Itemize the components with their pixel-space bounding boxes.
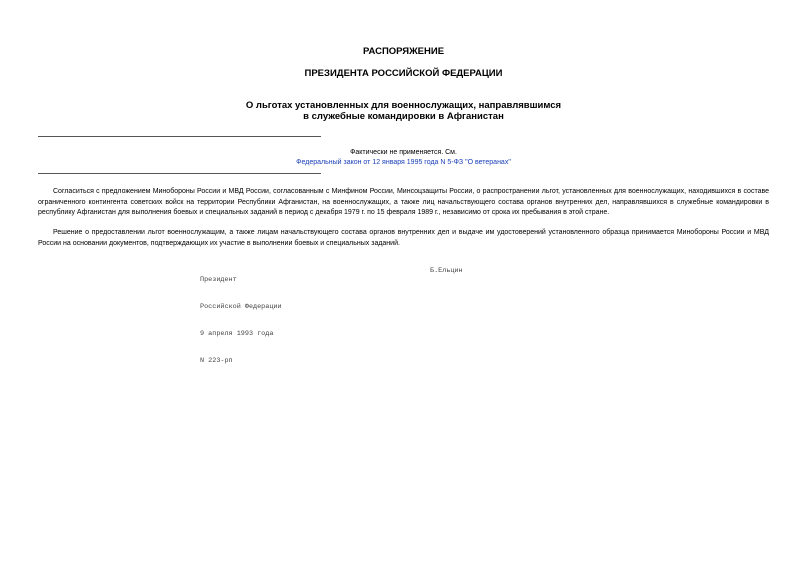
status-note: Фактически не применяется. См. <box>350 149 457 156</box>
signature-block <box>200 258 282 384</box>
document-type-title: РАСПОРЯЖЕНИЕ <box>362 46 445 57</box>
paragraph-1: Согласиться с предложением Минобороны России и МВД России, согласованным с Минфином России, Минсоцзащиты России, о распространении льгот, установленных для военнослужащих, находившихся в составе ограниченного контингента советских войск на территории Республики Афганистан, на военнослужащих, а также лиц начальствующего состава органов внутренних дел, направлявшихся в служебные командировки в республику Афганистан для выполнения боевых и специальных заданий в период с декабря 1979 г. по 15 февраля 1989 г., независимо от срока их пребывания в этой стране. <box>38 188 769 216</box>
signature-country: Российской Федерации <box>200 303 282 311</box>
signature-date: 9 апреля 1993 года <box>200 330 274 338</box>
issuer-title: ПРЕЗИДЕНТА РОССИЙСКОЙ ФЕДЕРАЦИИ <box>304 68 503 79</box>
document-subject <box>0 100 807 122</box>
federal-law-link[interactable]: Федеральный закон от 12 января 1995 года N 5-ФЗ "О ветеранах" <box>296 159 511 166</box>
subject-line-1: О льготах установленных для военнослужащих, направлявшимся <box>245 100 562 111</box>
paragraph-2: Решение о предоставлении льгот военнослужащим, а также лицам начальствующего состава органов внутренних дел и выдаче им удостоверений установленного образца принимается Минобороны России и МВД России на основании документов, подтверждающих их участие в выполнении боевых и специальных заданий. <box>38 229 769 247</box>
signature-number: N 223-рп <box>200 357 233 365</box>
signatory-name: Б.Ельцин <box>430 267 463 275</box>
divider-top <box>38 136 321 137</box>
divider-bottom <box>38 173 321 174</box>
signature-position: Президент <box>200 276 237 284</box>
subject-line-2: в служебные командировки в Афганистан <box>303 111 504 122</box>
